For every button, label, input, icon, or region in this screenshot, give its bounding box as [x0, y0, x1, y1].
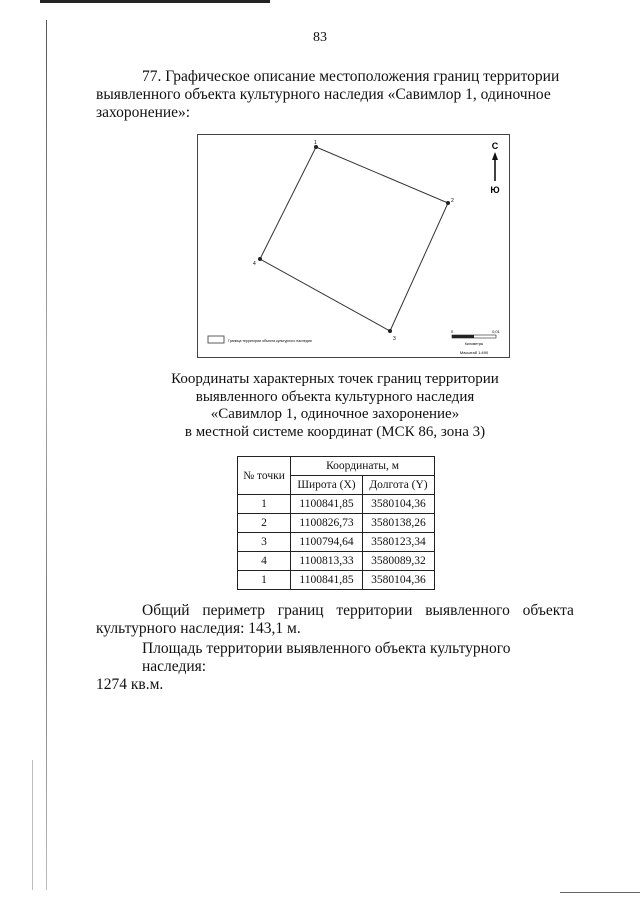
boundary-point-3-marker: [388, 329, 392, 333]
boundary-point-4-label: 4: [253, 261, 256, 267]
table-header-row: [238, 457, 435, 476]
cell-y: 3580123,34: [362, 533, 434, 552]
section-title-line3: захоронение»:: [96, 104, 191, 121]
scan-artifact-left-secondary: [32, 760, 33, 890]
perimeter-word: Общий: [142, 602, 190, 619]
perimeter-line2: культурного наследия: 143,1 м.: [96, 620, 301, 637]
scale-start: 0: [450, 329, 454, 334]
map-legend: [208, 336, 312, 343]
section-title-line1: Графическое описание местоположения границ территории: [165, 68, 560, 85]
cell-y: 3580138,26: [362, 514, 434, 533]
boundary-point-3-label: 3: [393, 336, 396, 342]
scale-bar: [451, 329, 501, 355]
coordinates-table: [237, 456, 435, 590]
legend-boundary-swatch: [208, 336, 224, 343]
scan-artifact-bottom: [560, 892, 640, 893]
boundary-point-4-marker: [258, 257, 262, 261]
section-title-line2: выявленного объекта культурного наследия «Савимлор 1, одиночное: [96, 86, 551, 103]
header-coords: Координаты, м: [291, 457, 435, 476]
cell-x: 1100813,33: [291, 552, 363, 571]
cell-x: 1100841,85: [291, 495, 363, 514]
caption-line2: выявленного объекта культурного наследия: [195, 388, 475, 405]
south-label: Ю: [490, 185, 500, 195]
cell-y: 3580104,36: [362, 495, 434, 514]
scale-ratio: Масштаб 1:490: [459, 350, 489, 355]
north-label: С: [491, 141, 499, 151]
perimeter-word: объекта: [522, 602, 574, 619]
table-row: [238, 495, 435, 514]
cell-point: 4: [238, 552, 291, 571]
perimeter-word: границ: [277, 602, 324, 619]
section-title: [96, 68, 574, 122]
cell-y: 3580089,32: [362, 552, 434, 571]
scan-artifact-top: [40, 0, 270, 3]
scale-end: 0,01: [492, 329, 500, 334]
header-point: № точки: [238, 457, 291, 495]
caption-line1: Координаты характерных точек границ территории: [171, 371, 499, 387]
table-row: [238, 571, 435, 590]
cell-point: 3: [238, 533, 291, 552]
cell-y: 3580104,36: [362, 571, 434, 590]
perimeter-word: территории: [336, 602, 413, 619]
cell-x: 1100841,85: [291, 571, 363, 590]
boundary-point-1-label: 1: [314, 140, 317, 146]
table-row: [238, 533, 435, 552]
cell-x: 1100826,73: [291, 514, 363, 533]
territory-boundary-polygon: [260, 147, 448, 331]
north-arrow-icon: [490, 141, 499, 195]
area-line2: 1274 кв.м.: [96, 676, 164, 693]
header-lon: Долгота (Y): [362, 476, 434, 495]
caption-line3: «Савимлор 1, одиночное захоронение»: [210, 406, 460, 422]
perimeter-word: периметр: [202, 602, 265, 619]
scan-artifact-left: [46, 20, 47, 890]
perimeter-word: выявленного: [425, 602, 510, 619]
boundary-map-svg: [198, 135, 511, 359]
cell-point: 1: [238, 571, 291, 590]
scale-unit: Километры: [464, 342, 484, 346]
table-row: [238, 552, 435, 571]
coordinates-caption: [96, 371, 574, 441]
legend-text: Граница территории объекта культурного наследия: [228, 339, 312, 343]
cell-point: 1: [238, 495, 291, 514]
boundary-map: [197, 134, 510, 358]
boundary-point-2-marker: [446, 201, 450, 205]
table-row: [238, 514, 435, 533]
caption-line4: в местной системе координат (МСК 86, зона 3): [184, 423, 486, 440]
area-paragraph: [96, 640, 574, 694]
header-lat: Широта (X): [291, 476, 363, 495]
boundary-point-2-label: 2: [451, 198, 454, 204]
section-number: 77.: [142, 68, 162, 85]
cell-x: 1100794,64: [291, 533, 363, 552]
page-number: 83: [313, 30, 327, 45]
cell-point: 2: [238, 514, 291, 533]
perimeter-paragraph: [96, 602, 574, 638]
area-line1: Площадь территории выявленного объекта культурного наследия:: [142, 640, 511, 675]
